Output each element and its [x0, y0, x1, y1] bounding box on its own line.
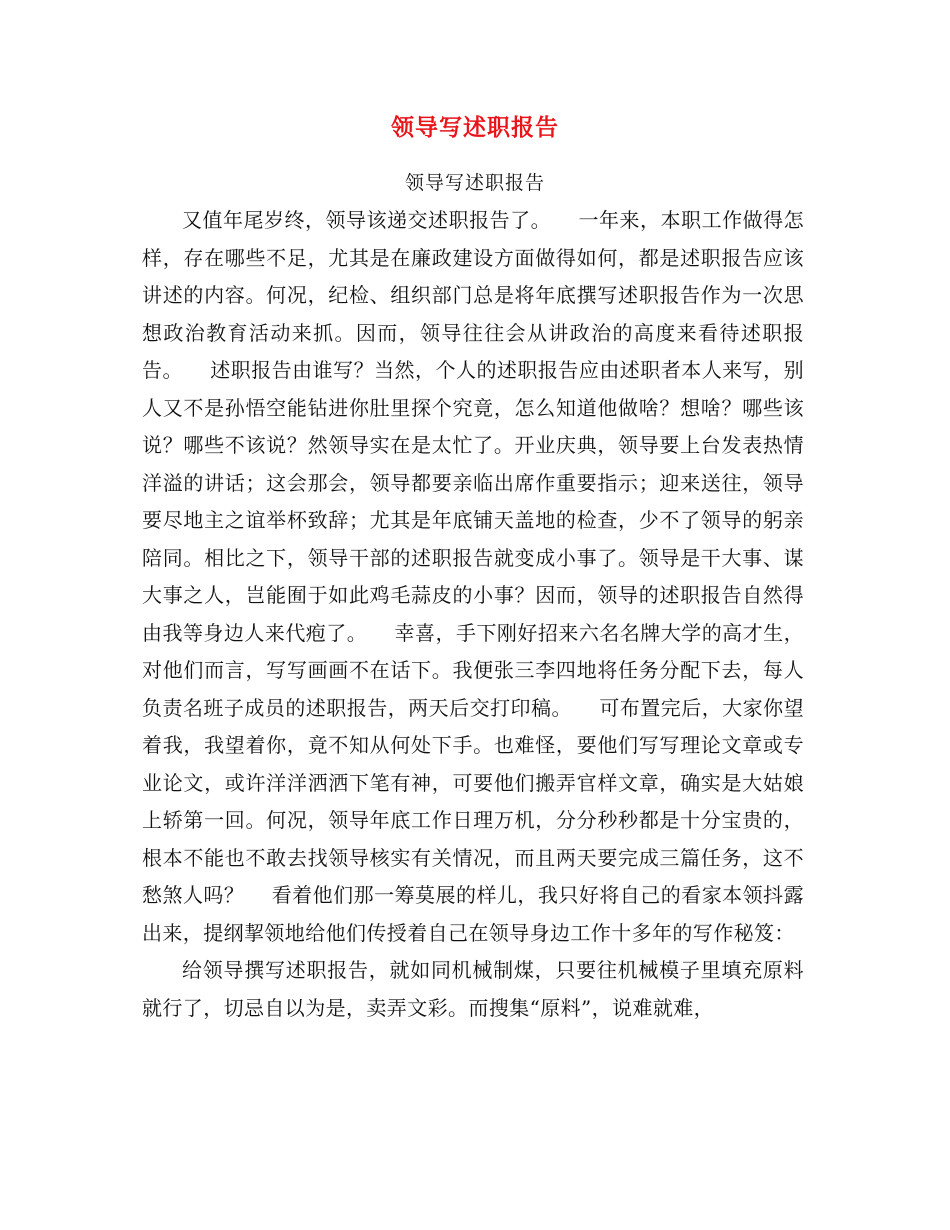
document-subtitle: 领导写述职报告 [404, 172, 545, 194]
document-title: 领导写述职报告 [391, 114, 559, 141]
paragraph: 给领导撰写述职报告，就如同机械制煤，只要往机械模子里填充原料就行了，切忌自以为是，卖弄文彩。而搜集“原料”，说难就难， [142, 958, 804, 1020]
paragraph: 又值年尾岁终，领导该递交述职报告了。 一年来，本职工作做得怎样，存在哪些不足，尤其是在廉政建设方面做得如何，都是述职报告应该讲述的内容。何况，纪检、组织部门总是将年底撰写述职报告作为一次思想政治教育活动来抓。因而，领导往往会从讲政治的高度来看待述职报告。 述职报告由谁写？当然，个人的述职报告应由述职者本人来写，别人又不是孙悟空能钻进你肚里探个究竟，怎么知道他做啥？想啥？哪些该说？哪些不该说？然领导实在是太忙了。开业庆典，领导要上台发表热情洋溢的讲话；这会那会，领导都要亲临出席作重要指示；迎来送往，领导要尽地主之谊举杯致辞；尤其是年底铺天盖地的检查，少不了领导的躬亲陪同。相比之下，领导干部的述职报告就变成小事了。领导是干大事、谋大事之人，岂能囿于如此鸡毛蒜皮的小事？因而，领导的述职报告自然得由我等身边人来代疱了。 幸喜，手下刚好招来六名名牌大学的高才生，对他们而言，写写画画不在话下。我便张三李四地将任务分配下去，每人负责名班子成员的述职报告，两天后交打印稿。 可布置完后，大家你望着我，我望着你，竟不知从何处下手。也难怪，要他们写写理论文章或专业论文，或许洋洋洒洒下笔有神，可要他们搬弄官样文章，确实是大姑娘上轿第一回。何况，领导年底工作日理万机，分分秒秒都是十分宝贵的，根本不能也不敢去找领导核实有关情况，而且两天要完成三篇任务，这不愁煞人吗？ 看着他们那一筹莫展的样儿，我只好将自己的看家本领抖露出来，提纲挈领地给他们传授着自己在领导身边工作十多年的写作秘笈： [142, 208, 804, 945]
document-body [142, 202, 804, 1027]
